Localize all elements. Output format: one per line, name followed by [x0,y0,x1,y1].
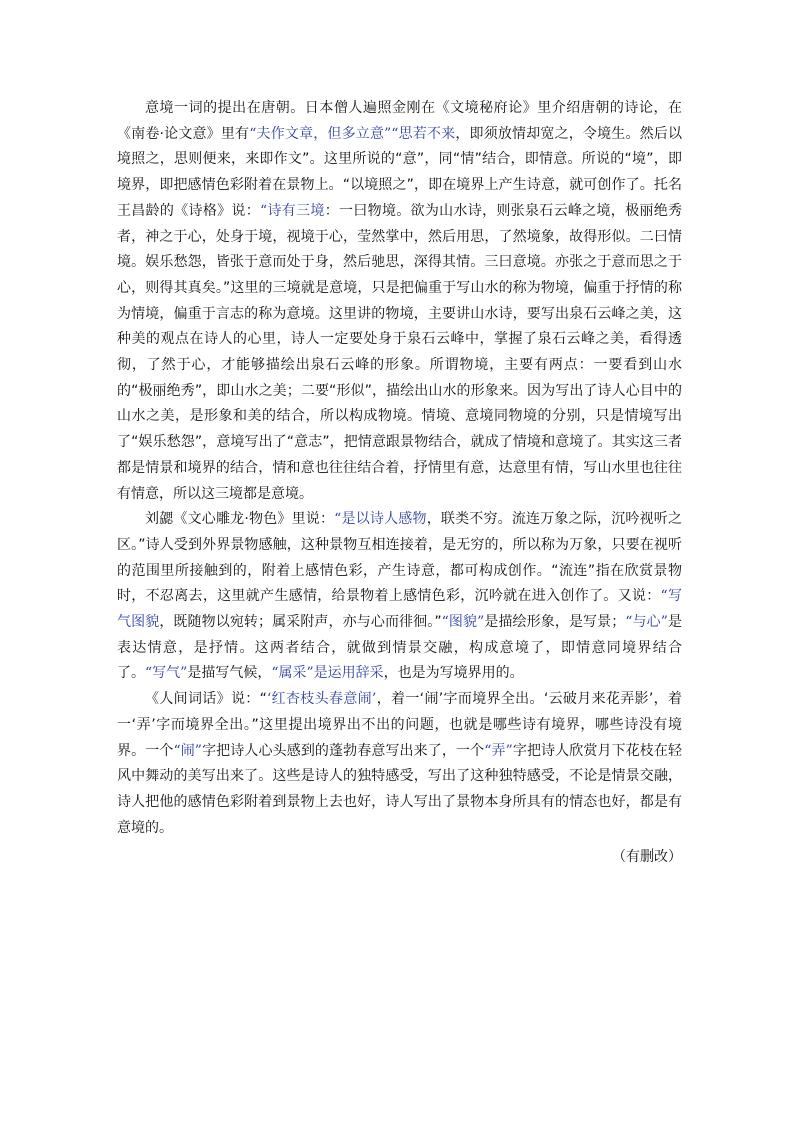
p3-quote-3: “弄” [484,742,513,759]
p2-text-2: ，联类不穷。流连万象之际，沉吟视听之区。”诗人受到外界景物感触，这种景物互相连接着，是无穷的，所以称为万象，只要在视听的范围里所接触到的，附着上感情色彩，产生诗意，都可构成创作。“流连”指在欣赏景物时，不忍离去，这里就产生感情，给景物着上感情色彩，沉吟就在进入创作了。又说： [117,511,682,605]
p1-quote-1: “夫作文章，但多立意” [249,125,392,142]
p3-text-1: 《人间词话》说：“ [145,691,267,708]
p2-quote-5: “写气” [145,665,188,682]
p2-text-3: ，既随物以宛转；属采附声，亦与心而徘徊。” [159,614,442,631]
p2-text-6: 是描写气候， [187,665,272,682]
p3-quote-2: “闹” [173,742,202,759]
paragraph-1 [117,96,682,507]
p1-quote-2: “思若不来 [391,125,456,142]
p3-text-2: ，着一‘闹’字而境界全出。‘云破月来花弄影’，着一‘弄’字而境界全出。”这里提出境界出不出的问题，也就是哪些诗有境界，哪些诗没有境界。一个 [117,691,682,759]
p2-quote-6: “属采”是运用辞采 [271,665,384,682]
p2-text-4: 是描绘形象，是写景； [484,614,626,631]
paragraph-3 [117,687,682,841]
p1-text-1: 意境一词的提出在唐朝。日本僧人遍照金刚在《文境秘府论》里介绍唐朝的诗论，在《南卷·论文意》里有 [117,100,682,142]
p3-text-4: 字把诗人欣赏月下花枝在轻风中舞动的美写出来了。这些是诗人的独特感受，写出了这种独特感受，不论是情景交融，诗人把他的感情色彩附着到景物上去也好，诗人写出了景物本身所具有的情态也好，都是有意境的。 [117,742,683,836]
p2-quote-2: “写气图貌 [117,588,682,631]
article [117,96,682,871]
p2-quote-4: “与心” [625,614,668,631]
p2-quote-3: “图貌” [441,614,485,631]
paragraph-2 [117,507,682,687]
p2-text-1: 刘勰《文心雕龙·物色》里说： [145,511,335,528]
p1-text-3: ：一曰物境。欲为山水诗，则张泉石云峰之境，极丽绝秀者，神之于心，处身于境，视境于心，莹然掌中，然后用思，了然境象，故得形似。二曰情境。娱乐愁怨，皆张于意而处于身，然后驰思，深得其情。三曰意境。亦张之于意而思之于心，则得其真矣。”这里的三境就是意境，只是把偏重于写山水的称为物境，偏重于抒情的称为情境，偏重于言志的称为意境。这里讲的物境，主要讲山水诗，要写出泉石云峰之美，这种美的观点在诗人的心里，诗人一定要处身于泉石云峰中，掌握了泉石云峰之美，看得透彻，了然于心，才能够描绘出泉石云峰的形象。所谓物境，主要有两点：一要看到山水的“极丽绝秀”，即山水之美；二要“形似”，描绘出山水的形象来。因为写出了诗人心目中的山水之美，是形象和美的结合，所以构成物境。情境、意境同物境的分别，只是情境写出了“娱乐愁怨”，意境写出了“意志”，把情意跟景物结合，就成了情境和意境了。其实这三者都是情景和境界的结合，情和意也往往结合着，抒情里有意，达意里有情，写山水里也往往有情意，所以这三境都是意境。 [117,202,683,502]
source-note: （有删改） [612,849,682,866]
p3-text-3: 字把诗人心头感到的蓬勃春意写出来了，一个 [201,742,485,759]
p1-quote-3: “诗有三境 [260,202,325,219]
p2-quote-1: “是以诗人感物 [334,511,427,528]
p2-text-7: ，也是为写境界用的。 [383,665,524,682]
p2-text-5: 是表达情意，是抒情。这两者结合，就做到情景交融，构成意境了，即情意同境界结合了。 [117,614,682,682]
p1-text-2: ，即须放情却宽之，令境生。然后以境照之，思则便来，来即作文”。这里所说的“意”，同“情”结合，即情意。所说的“境”，即境界，即把感情色彩附着在景物上。“以境照之”，即在境界上产生诗意，就可创作了。托名王昌龄的《诗格》说： [117,125,682,219]
p3-quote-1: ‘红杏枝头春意闹’ [266,691,377,708]
